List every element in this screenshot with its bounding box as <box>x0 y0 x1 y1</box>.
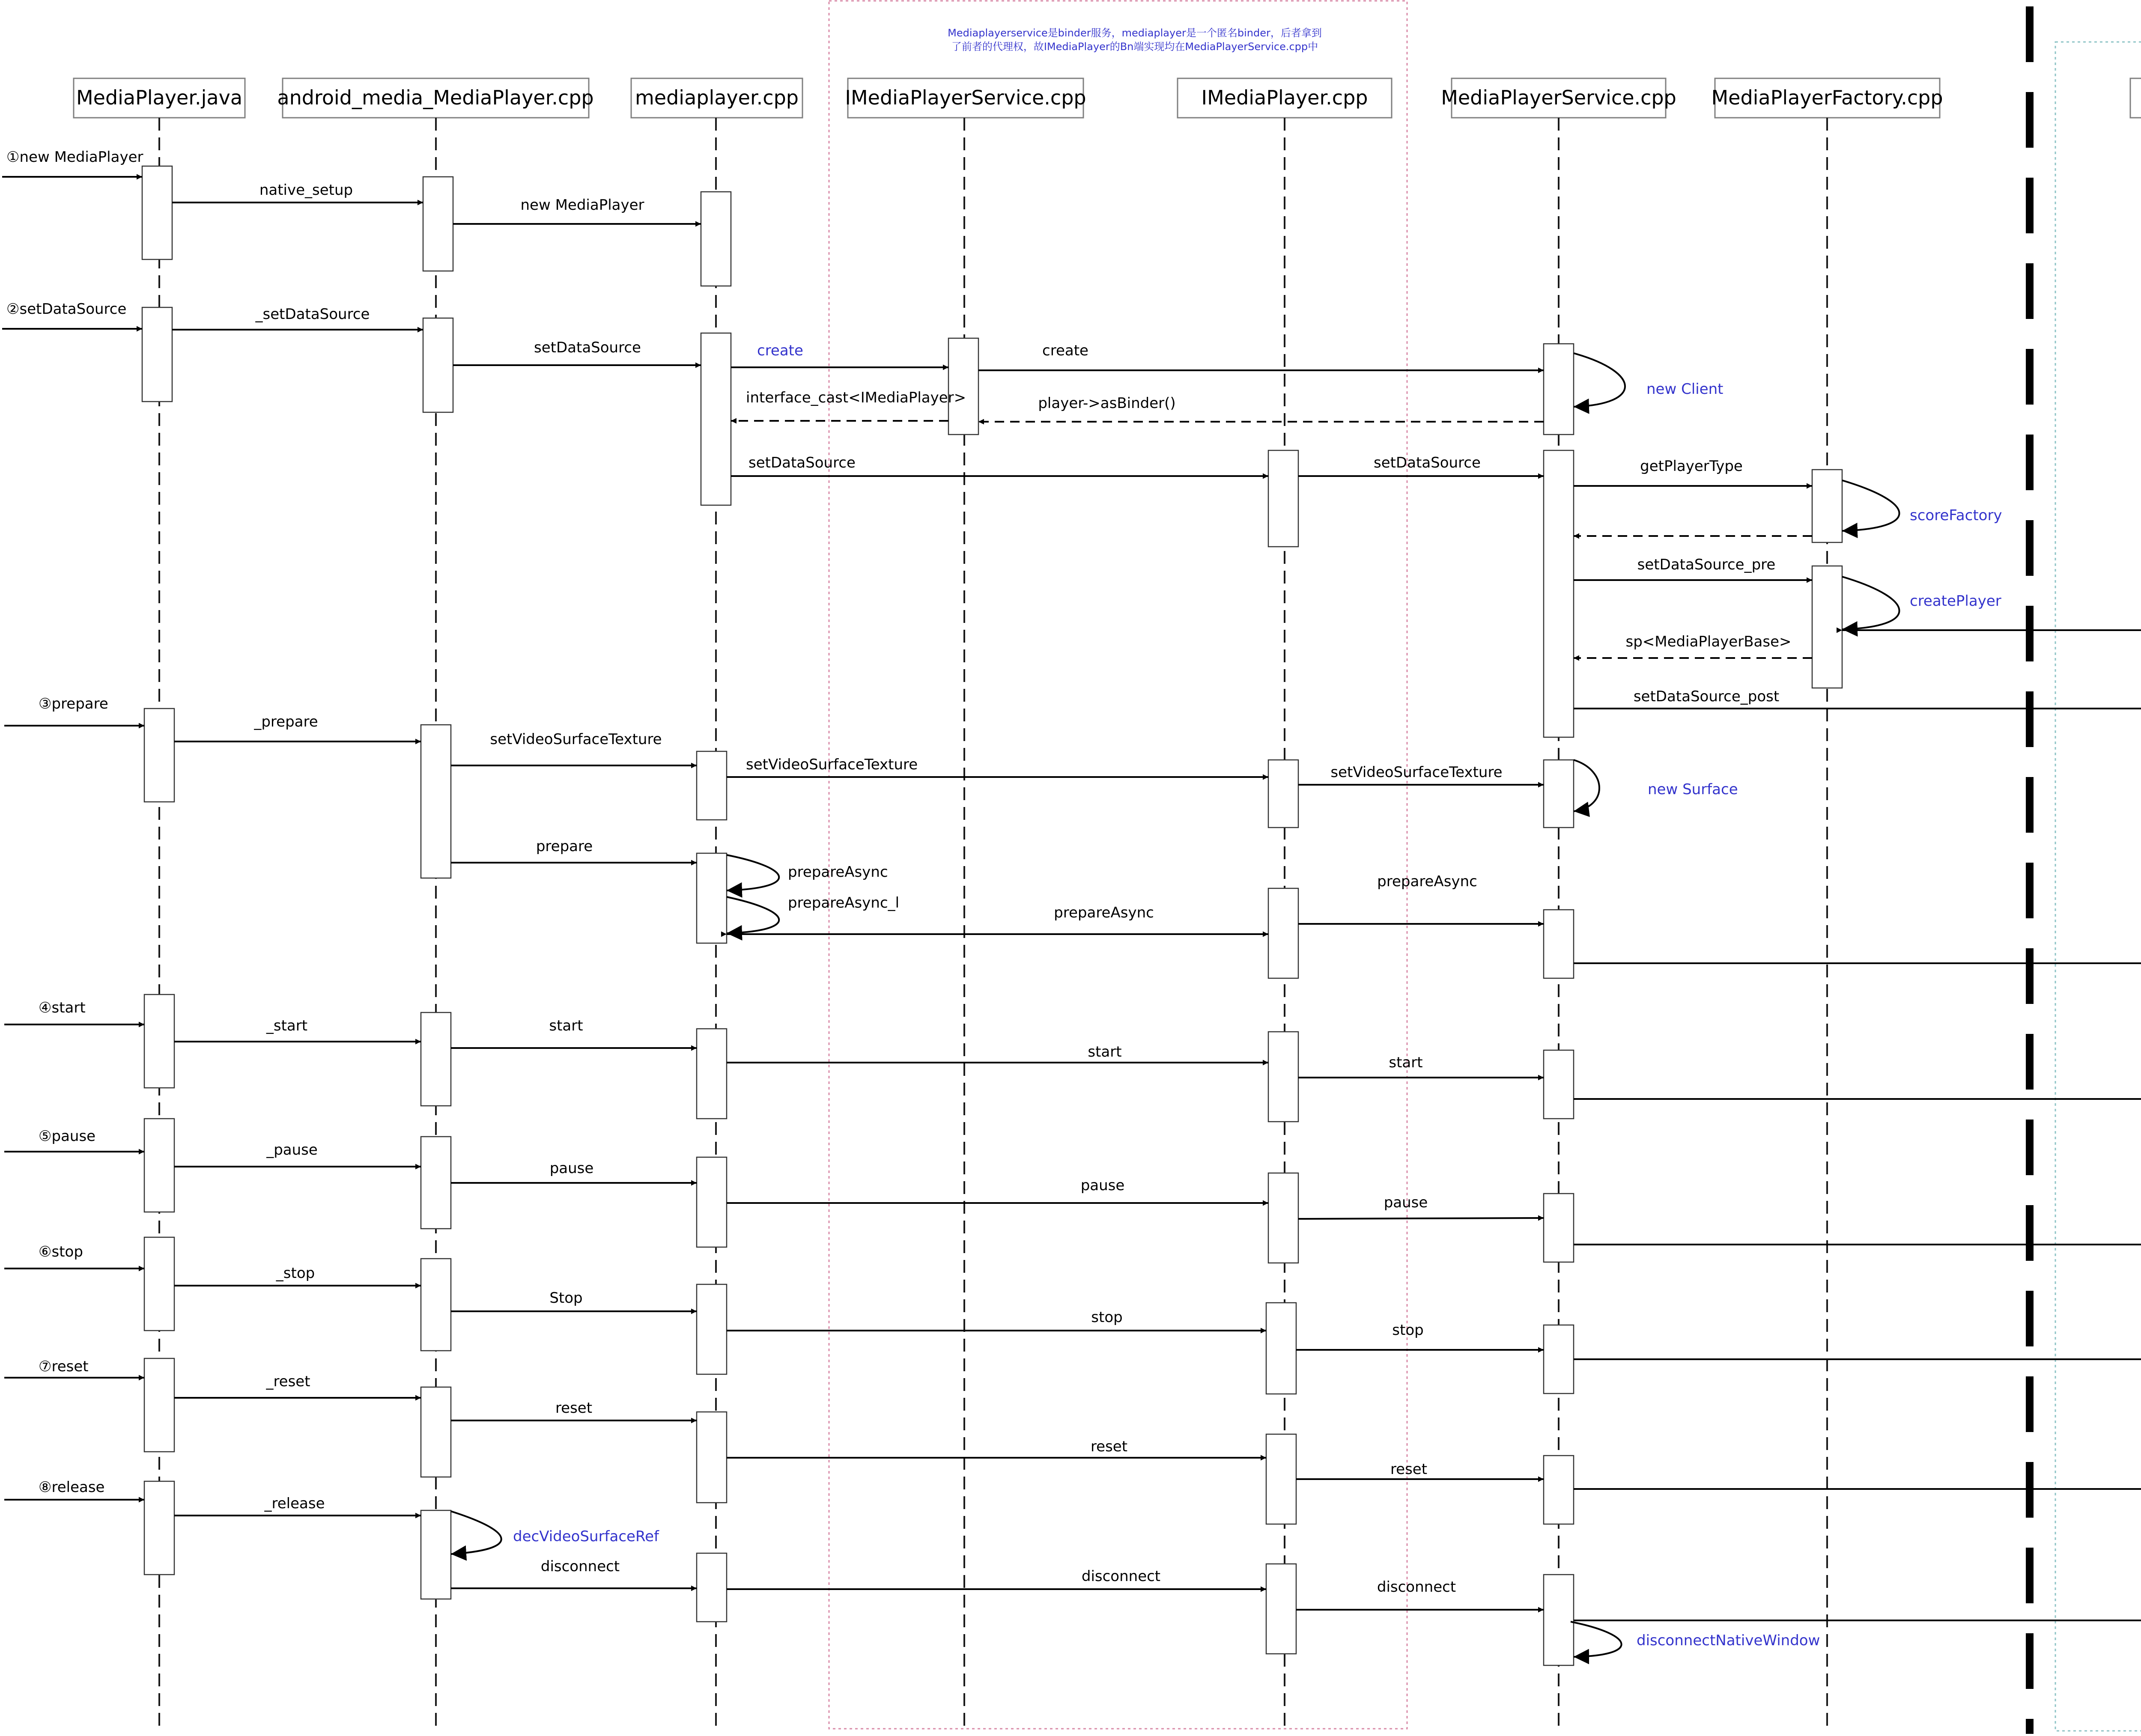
message-label: setVideoSurfaceTexture <box>1330 764 1503 781</box>
participant-native-player <box>2130 78 2141 118</box>
binder-region <box>829 1 1407 1729</box>
message-label: new MediaPlayer <box>520 197 644 214</box>
message-disconnect-3 <box>1296 1578 1544 1610</box>
message-as-binder <box>978 395 1544 422</box>
message-new-mediaplayer <box>453 197 701 224</box>
activation <box>1544 910 1574 978</box>
message-new-surface <box>1574 760 1738 811</box>
message-label: setDataSource <box>534 339 641 356</box>
step-label: ④start <box>39 999 86 1016</box>
activation <box>1266 1434 1296 1524</box>
message-label: decVideoSurfaceRef <box>513 1528 659 1545</box>
message-set-data-source-2 <box>731 454 1268 476</box>
message-reset-2 <box>727 1438 1266 1458</box>
message-label: prepareAsync_l <box>788 894 900 911</box>
message-label: disconnect <box>1081 1568 1161 1585</box>
step-pause <box>4 1128 144 1152</box>
native-region <box>2055 42 2141 1731</box>
message-label: reset <box>1390 1461 1428 1478</box>
participant-label: IMediaPlayerService.cpp <box>845 86 1086 109</box>
message-label: create <box>757 342 803 359</box>
message-set-data-source-3 <box>1298 454 1544 476</box>
message-label: _start <box>266 1017 308 1034</box>
message-reset-3 <box>1296 1461 1544 1479</box>
step-label: ⑦reset <box>39 1358 89 1375</box>
message-label: disconnect <box>1377 1578 1456 1596</box>
message-label: player->asBinder() <box>1038 395 1176 412</box>
activation <box>1544 1194 1574 1262</box>
message-stop-2 <box>727 1309 1266 1331</box>
step-new-mediaplayer <box>2 149 143 177</box>
message-prepare-async-self <box>727 855 888 890</box>
activation <box>1266 1303 1296 1394</box>
message-label: prepareAsync <box>1377 873 1477 890</box>
message-score-factory <box>1842 480 2002 531</box>
activation <box>1544 1325 1574 1394</box>
message-label: sp<MediaPlayerBase> <box>1625 633 1792 650</box>
activation <box>697 1029 727 1119</box>
message-label: _release <box>264 1495 325 1512</box>
message-disconnect-1 <box>451 1558 697 1588</box>
activation <box>1544 1575 1574 1665</box>
message-sp-mediaplayerbase <box>1574 633 1812 658</box>
message-start-2 <box>727 1043 1268 1063</box>
step-label: ⑤pause <box>39 1128 96 1145</box>
message-label: disconnectNativeWindow <box>1637 1632 1820 1649</box>
activation <box>421 725 451 878</box>
message-label: setDataSource <box>748 454 856 471</box>
message-label: reset <box>1090 1438 1128 1455</box>
message-pause-1 <box>451 1160 697 1183</box>
activation <box>1544 344 1574 435</box>
participant-label: MediaPlayerFactory.cpp <box>1711 86 1943 109</box>
step-prepare <box>4 695 144 726</box>
message-label: _pause <box>266 1141 318 1158</box>
activation <box>144 709 174 802</box>
message-set-video-surface-texture-3 <box>1298 764 1544 785</box>
activation <box>421 1259 451 1351</box>
message-u-start <box>174 1017 421 1042</box>
message-label: native_setup <box>259 182 353 199</box>
message-u-pause <box>174 1141 421 1167</box>
message-label: _stop <box>276 1265 315 1282</box>
participant-label: mediaplayer.cpp <box>635 86 799 109</box>
message-label: getPlayerType <box>1640 458 1743 475</box>
activation <box>1268 760 1298 828</box>
participant-label: IMediaPlayer.cpp <box>1201 86 1368 109</box>
message-new-client <box>1574 353 1724 407</box>
activation <box>697 751 727 820</box>
message-u-prepare <box>174 713 421 741</box>
message-interface-cast <box>731 389 966 421</box>
participant-imediaplayerservice-cpp <box>845 78 1086 118</box>
participant-imediaplayer-cpp <box>1178 78 1392 118</box>
participant-mediaplayer-cpp <box>631 78 802 118</box>
message-set-video-surface-texture-1 <box>451 731 697 765</box>
activation <box>144 1237 174 1331</box>
message-label: start <box>1389 1054 1423 1071</box>
activation <box>1812 566 1842 688</box>
message-label: interface_cast<IMediaPlayer> <box>746 389 966 406</box>
activation <box>697 1412 727 1503</box>
activation <box>421 1387 451 1477</box>
message-label: create <box>1042 342 1088 359</box>
activation <box>948 338 978 435</box>
activation <box>1268 1173 1298 1263</box>
message-disconnect-2 <box>727 1568 1266 1589</box>
message-prepare-async-l-self <box>727 894 899 933</box>
binder-note-line-2: 了前者的代理权，故IMediaPlayer的Bn端实现均在MediaPlayerService.cpp中 <box>951 41 1318 53</box>
activation <box>1268 1032 1298 1122</box>
message-label: reset <box>555 1400 593 1417</box>
message-label: stop <box>1392 1322 1424 1339</box>
message-label: prepareAsync <box>1054 904 1154 921</box>
activation <box>423 177 453 271</box>
message-prepare-async-service <box>1298 873 1544 924</box>
message-label: _reset <box>266 1373 310 1390</box>
message-label: setDataSource_pre <box>1637 556 1776 573</box>
message-create-player <box>1842 577 2001 629</box>
step-release <box>4 1479 144 1500</box>
message-label: _prepare <box>254 713 318 730</box>
step-start <box>4 999 144 1024</box>
message-label: disconnect <box>540 1558 620 1575</box>
message-label: stop <box>1091 1309 1123 1326</box>
participant-mediaplayer-java <box>74 78 245 118</box>
step-label: ⑥stop <box>39 1243 83 1260</box>
message-start-1 <box>451 1017 697 1048</box>
message-set-data-source-1 <box>453 339 701 365</box>
activation <box>1544 450 1574 737</box>
message-label: prepare <box>536 838 593 855</box>
activation <box>701 192 731 286</box>
activation <box>144 1481 174 1575</box>
activation <box>1268 450 1298 547</box>
message-label: pause <box>549 1160 594 1177</box>
activation <box>144 995 174 1088</box>
message-disconnect-native-window <box>1571 1622 1820 1657</box>
message-native-setup <box>172 182 423 202</box>
message-pause-2 <box>727 1177 1268 1203</box>
participant-mediaplayerservice-cpp <box>1441 78 1676 118</box>
activation <box>1266 1564 1296 1654</box>
binder-note-line-1: Mediaplayerservice是binder服务，mediaplayer是一个匿名binder，后者拿到 <box>948 27 1322 39</box>
message-set-video-surface-texture-2 <box>727 756 1268 777</box>
activation <box>421 1137 451 1229</box>
message-label: start <box>1088 1043 1122 1060</box>
activation <box>142 307 172 402</box>
message-stop-1 <box>451 1289 697 1311</box>
activation <box>1268 888 1298 978</box>
message-label: setVideoSurfaceTexture <box>490 731 662 748</box>
message-create-2 <box>978 342 1544 370</box>
message-label: pause <box>1080 1177 1125 1194</box>
message-label: setVideoSurfaceTexture <box>746 756 918 773</box>
message-prepare <box>451 838 697 863</box>
message-set-data-source-pre <box>1574 556 1812 580</box>
activation <box>697 853 727 943</box>
activation-boxes <box>142 166 1842 1665</box>
activation <box>144 1358 174 1452</box>
activation <box>697 1284 727 1374</box>
message-dec-video-surface-ref <box>451 1511 659 1554</box>
message-reset-1 <box>451 1400 697 1420</box>
message-pause-3 <box>1298 1194 1544 1219</box>
activation <box>421 1012 451 1106</box>
message-label: prepareAsync <box>788 864 888 881</box>
activation <box>142 166 172 259</box>
message-label: start <box>549 1017 583 1034</box>
message-start-3 <box>1298 1054 1544 1078</box>
message-label: setDataSource_post <box>1633 688 1780 705</box>
message-label: Stop <box>549 1289 583 1307</box>
participant-label: MediaPlayerService.cpp <box>1441 86 1676 109</box>
activation <box>421 1510 451 1599</box>
message-u-stop <box>174 1265 421 1286</box>
step-stop <box>4 1243 144 1269</box>
participant-android-media-mediaplayer-cpp <box>277 78 593 118</box>
message-label: _setDataSource <box>255 306 370 323</box>
message-label: setDataSource <box>1374 454 1481 471</box>
activation <box>697 1553 727 1622</box>
step-label: ②setDataSource <box>6 301 127 318</box>
message-u-set-data-source <box>172 306 423 330</box>
activation <box>701 333 731 505</box>
message-u-release <box>174 1495 421 1516</box>
participant-label: MediaPlayer.java <box>76 86 243 109</box>
step-reset <box>4 1358 144 1378</box>
activation <box>1812 470 1842 542</box>
step-label: ①new MediaPlayer <box>6 149 143 166</box>
step-label: ③prepare <box>39 695 108 712</box>
message-u-reset <box>174 1373 421 1398</box>
message-label: scoreFactory <box>1910 507 2002 524</box>
activation <box>697 1157 727 1247</box>
message-label: createPlayer <box>1910 593 2001 610</box>
activation <box>1544 1050 1574 1119</box>
step-label: ⑧release <box>39 1479 105 1496</box>
message-stop-3 <box>1296 1322 1544 1350</box>
activation <box>423 318 453 412</box>
activation <box>1544 1456 1574 1524</box>
participant-mediaplayerfactory-cpp <box>1711 78 1943 118</box>
message-get-player-type <box>1574 458 1812 486</box>
activation <box>144 1119 174 1212</box>
step-set-data-source <box>2 301 142 329</box>
message-create-1 <box>731 342 948 367</box>
participant-label: android_media_MediaPlayer.cpp <box>277 86 594 109</box>
message-label: new Surface <box>1648 781 1738 798</box>
message-label: new Client <box>1646 381 1724 398</box>
activation <box>1544 760 1574 828</box>
message-label: pause <box>1384 1194 1428 1211</box>
